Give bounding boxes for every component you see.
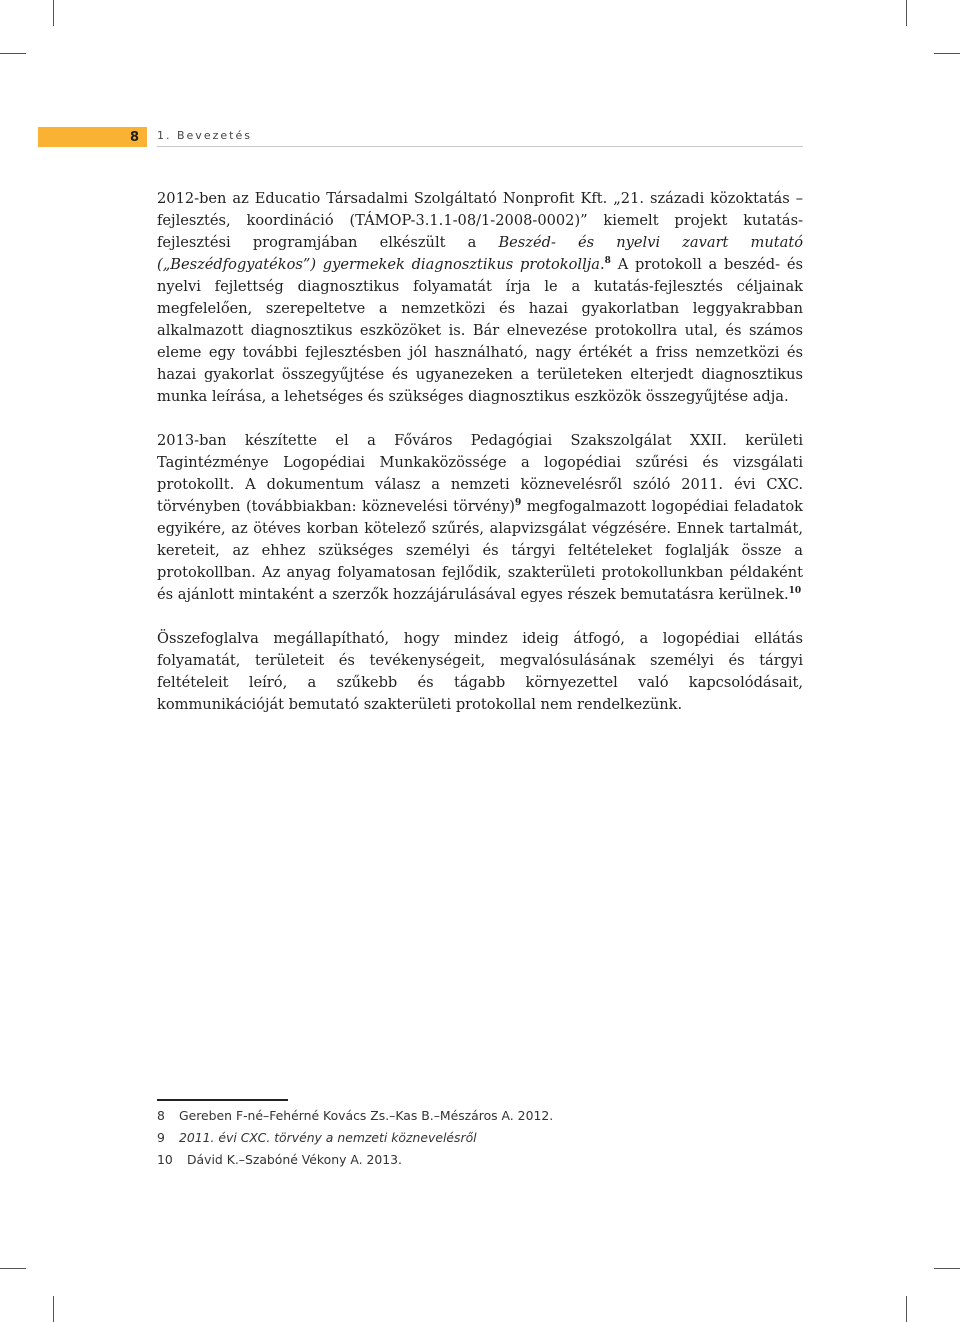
crop-mark — [934, 53, 960, 54]
section-title: 1. Bevezetés — [157, 129, 252, 142]
crop-mark — [906, 1296, 907, 1322]
paragraph-3: Összefoglalva megállapítható, hogy mindez ideig átfogó, a logopédiai ellátás folyamatát, területeit és tevékenységeit, megvalósulásának személyi és tárgyi feltételeit leíró, a szűkebb és tágabb környezettel való kapcsolódásait, kommunikációját bemutató szakterületi protokollal nem rendelkezünk. — [157, 630, 803, 713]
crop-mark — [0, 1268, 26, 1269]
footnote-ref-10[interactable]: 10 — [788, 586, 802, 597]
crop-mark — [53, 1296, 54, 1322]
footnote-ref-8[interactable]: 8 — [604, 256, 611, 267]
crop-mark — [53, 0, 54, 26]
footnote-9: 9 2011. évi CXC. törvény a nemzeti köznevelésről — [157, 1130, 477, 1145]
footnote-8: 8 Gereben F-né–Fehérné Kovács Zs.–Kas B.–Mészáros A. 2012. — [157, 1108, 554, 1123]
crop-mark — [906, 0, 907, 26]
footnote-ref-9[interactable]: 9 — [515, 498, 522, 509]
page-number: 8 — [38, 127, 147, 147]
footnote-10: 10 Dávid K.–Szabóné Vékony A. 2013. — [157, 1152, 402, 1167]
footnotes — [157, 1105, 803, 1171]
crop-mark — [934, 1268, 960, 1269]
header-divider — [157, 146, 803, 147]
paragraph-1: 2012-ben az Educatio Társadalmi Szolgáltató Nonprofit Kft. „21. századi közoktatás – fejlesztés, koordináció (TÁMOP-3.1.1-08/1-2008-0002)” kiemelt projekt kutatás-fejlesztési programjában elkészült a Beszéd- és nyelvi zavart mutató („Beszédfogyatékos”) gyermekek diagnosztikus protokollja.$^8$ A protokoll a beszéd- és nyelvi fejlettség diagnosztikus folyamatát írja le a kutatás-fejlesztés céljainak megfelelően, szerepeltetve a nemzetközi és hazai gyakorlatban leggyakrabban alkalmazott diagnosztikus eszközöket is. Bár elnevezése protokollra utal, és számos eleme egy további fejlesztésben jól használható, nagy értékét a friss nemzetközi és hazai gyakorlat összegyűjtése és ugyanezeken a területeken elterjedt diagnosztikus munka leírása, a lehetséges és szükséges diagnosztikus eszközök összegyűjtése adja. — [157, 190, 804, 405]
body-text — [157, 188, 803, 738]
footnote-divider — [157, 1099, 288, 1101]
paragraph-2: 2013-ban készítette el a Főváros Pedagógiai Szakszolgálat XXII. kerületi Tagintézménye Logopédiai Munkaközössége a logopédiai szűrési és vizsgálati protokollt. A dokumentum válasz a nemzeti köznevelésről szóló 2011. évi CXC. törvényben (továbbiakban: köznevelési törvény)$^9$ megfogalmazott logopédiai feladatok egyikére, az ötéves korban kötelező szűrés, alapvizsgálat végzésére. Ennek tartalmát, kereteit, az ehhez szükséges személyi és tárgyi feltételeket foglalják össze a protokollban. Az anyag folyamatosan fejlődik, szakterületi protokollunkban példaként és ajánlott mintaként a szerzők hozzájárulásával egyes részek bemutatásra kerülnek.$^{10}$ — [157, 432, 803, 603]
crop-mark — [0, 53, 26, 54]
protocol-title: Beszéd- és nyelvi zavart mutató („Beszédfogyatékos”) gyermekek diagnosztikus protokollja. — [157, 234, 804, 273]
